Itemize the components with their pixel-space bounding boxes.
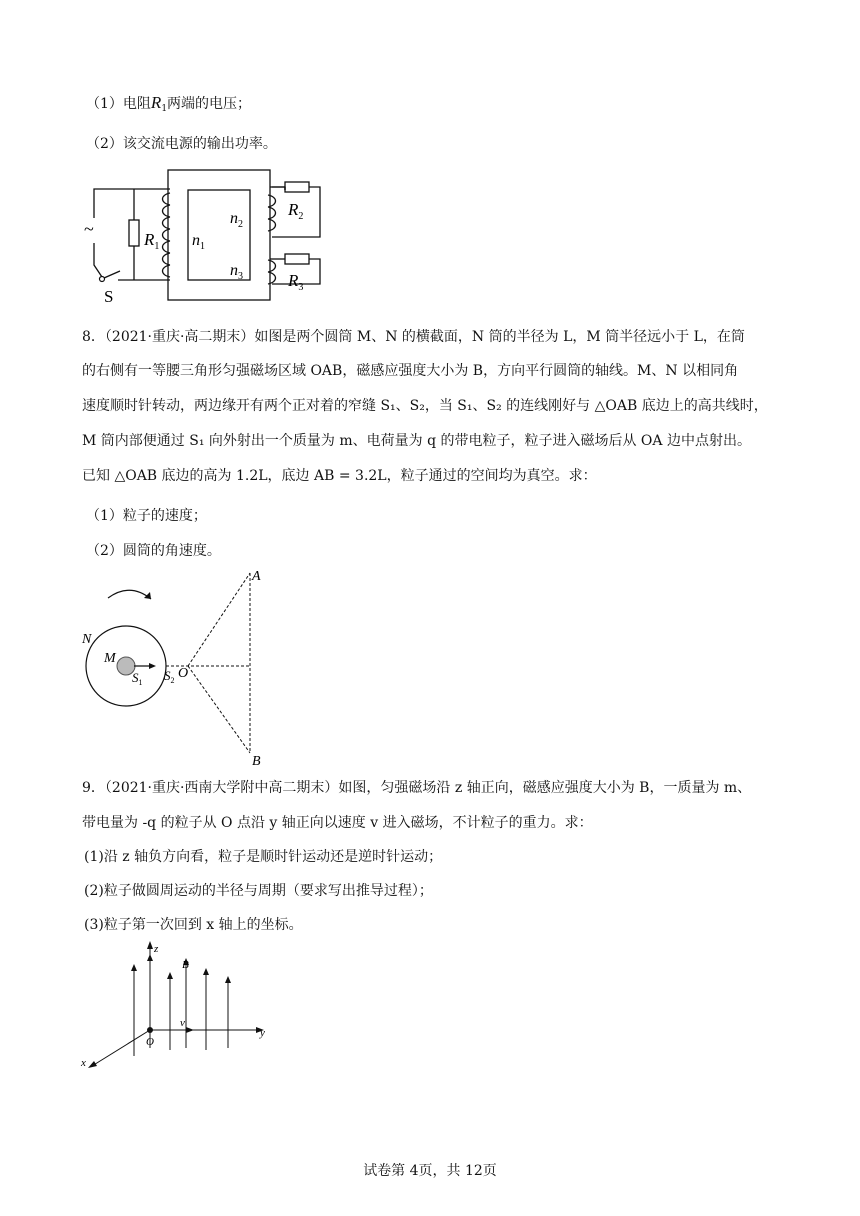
svg-text:S1 — [132, 670, 143, 687]
svg-text:n1 — [192, 232, 205, 252]
svg-text:S2 — [164, 668, 175, 685]
q9-part1: (1)沿 z 轴负方向看，粒子是顺时针运动还是逆时针运动； — [84, 849, 443, 865]
q7-part1-post: 两端的电压； — [167, 96, 252, 112]
secondary-coil-n2 — [268, 195, 276, 231]
transformer-circuit-figure — [80, 165, 340, 305]
n3-label: n — [230, 262, 238, 279]
svg-text:R3 — [287, 271, 303, 293]
r3-label: R — [288, 271, 299, 290]
z-label: z — [154, 943, 159, 955]
origin-o-label: O — [146, 1036, 154, 1048]
x-arrowhead — [88, 1061, 97, 1068]
n1-label: n — [192, 232, 200, 249]
z-arrowhead — [147, 941, 153, 949]
svg-text:R2 — [287, 200, 303, 222]
q8-part2: （2）圆筒的角速度。 — [86, 543, 221, 559]
svg-text:R1 — [143, 230, 159, 252]
q8-line4: M 筒内部便通过 S₁ 向外射出一个质量为 m、电荷量为 q 的带电粒子，粒子进入磁场后从 OA 边中点射出。 — [82, 433, 751, 449]
n2-label: n — [230, 210, 238, 227]
point-o-label: O — [178, 666, 189, 681]
svg-text:n2 — [230, 210, 243, 230]
n1-sub: 1 — [200, 241, 205, 252]
r1-sub: 1 — [154, 241, 160, 252]
q8-line2: 的右侧有一等腰三角形匀强磁场区域 OAB，磁感应强度大小为 B，方向平行圆筒的轴线。M、N 以相同角 — [82, 363, 739, 379]
svg-text:n3 — [230, 262, 243, 282]
q9-line2: 带电量为 -q 的粒子从 O 点沿 y 轴正向以速度 v 进入磁场，不计粒子的重力。求： — [82, 815, 593, 831]
s1-sub: 1 — [138, 678, 143, 687]
ac-source-symbol: ~ — [84, 219, 94, 239]
s2-label: S — [164, 668, 171, 683]
q7-part1-sub: 1 — [161, 104, 168, 114]
secondary-coil-n3 — [268, 260, 276, 284]
q7-part1-R: R — [150, 93, 162, 112]
q7-part2: （2）该交流电源的输出功率。 — [86, 136, 277, 152]
n2-sub: 2 — [238, 219, 243, 230]
q8-line1: 8．（2021·重庆·高二期末）如图是两个圆筒 M、N 的横截面，N 筒的半径为 L，M 筒半径远小于 L，在筒 — [82, 329, 745, 345]
r2-label: R — [288, 200, 299, 219]
q9-part2: (2)粒子做圆周运动的半径与周期（要求写出推导过程）； — [84, 883, 433, 899]
x-axis — [92, 1030, 150, 1066]
switch-contact — [100, 277, 105, 282]
q9-line1: 9．（2021·重庆·西南大学附中高二期末）如图，匀强磁场沿 z 轴正向，磁感应强度大小为 B，一质量为 m、 — [82, 780, 752, 796]
cylinder-n-label: N — [82, 632, 92, 647]
page-footer: 试卷第 4页，共 12页 — [363, 1163, 497, 1179]
switch-label: S — [104, 287, 114, 306]
velocity-arrow — [149, 663, 156, 669]
r1-label: R — [144, 230, 155, 249]
q7-part1 — [86, 93, 251, 119]
r3-resistor — [285, 254, 309, 264]
s1-label: S — [132, 670, 139, 685]
r2-resistor — [285, 182, 309, 192]
origin-point — [147, 1027, 153, 1033]
q8-line5: 已知 △OAB 底边的高为 1.2L，底边 AB = 3.2L，粒子通过的空间均为真空。求： — [82, 468, 597, 484]
r1-resistor — [129, 220, 139, 246]
cylinder-m-label: M — [104, 651, 116, 666]
q9-part3: (3)粒子第一次回到 x 轴上的坐标。 — [84, 917, 303, 933]
point-b-label: B — [252, 754, 261, 769]
switch-blade — [104, 271, 120, 278]
n3-sub: 3 — [238, 271, 243, 282]
q8-line3: 速度顺时针转动，两边缘开有两个正对着的窄缝 S₁、S₂，当 S₁、S₂ 的连线刚好与 △OAB 底边上的高共线时， — [82, 398, 768, 414]
field-b-label: B — [182, 959, 189, 971]
velocity-v-label: v — [180, 1017, 185, 1029]
q8-part1: （1）粒子的速度； — [86, 508, 207, 524]
point-a-label: A — [252, 569, 261, 584]
cylinders-magnetic-field-figure — [78, 565, 278, 770]
q7-part1-pre: （1）电阻 — [86, 96, 151, 112]
r2-sub: 2 — [298, 211, 304, 222]
y-label: y — [260, 1027, 265, 1039]
velocity-arrow — [186, 1027, 194, 1033]
magnetic-field-axes-figure — [78, 938, 278, 1068]
s2-sub: 2 — [170, 676, 175, 685]
r3-sub: 3 — [298, 282, 304, 293]
x-label: x — [81, 1057, 86, 1069]
primary-coil — [163, 193, 171, 277]
